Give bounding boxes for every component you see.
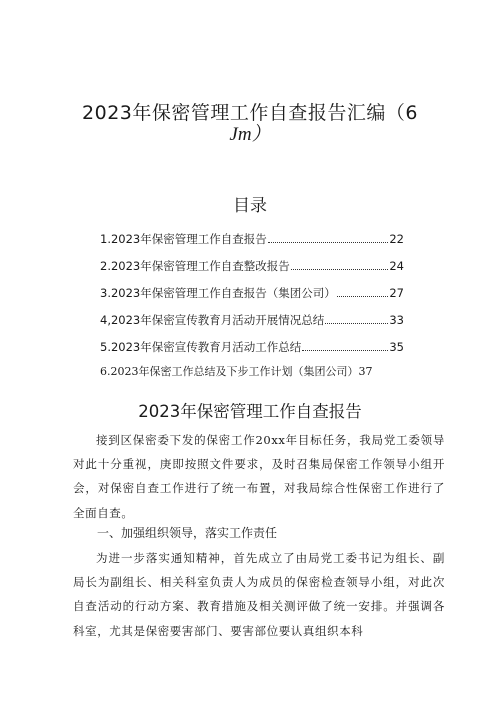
toc-leader-dots	[268, 233, 389, 243]
toc-item-title: 6.2023年保密工作总结及下步工作计划（集团公司）	[100, 365, 359, 378]
section-heading: 一、加强组织领导，落实工作责任	[97, 526, 278, 540]
toc-item-title: 1.2023年保密管理工作自查报告	[100, 232, 267, 246]
toc-item-page: 35	[389, 340, 404, 354]
body-paragraph: 接到区保密委下发的保密工作20xx年目标任务，我局党工委领导对此十分重视，庚即按照文件要求，及时召集局保密工作领导小组开会，对保密自查工作进行了统一布置，对我局综合性保密工作进行了全面自查。	[73, 433, 445, 520]
toc-leader-dots	[337, 287, 389, 297]
toc-item-page: 37	[358, 365, 373, 378]
toc-item[interactable]	[100, 363, 404, 381]
toc-item[interactable]	[100, 285, 404, 303]
toc-leader-dots	[302, 341, 388, 351]
toc-item-page: 24	[389, 259, 404, 273]
document-title: 2023年保密管理工作自查报告汇编（6	[82, 102, 418, 124]
toc-item[interactable]	[100, 312, 404, 330]
toc-item-title: 3.2023年保密管理工作自查报告（集团公司）	[100, 286, 336, 300]
toc-leader-dots	[291, 260, 389, 270]
toc-item[interactable]	[100, 339, 404, 357]
toc-item-page: 33	[389, 313, 404, 327]
toc-heading: 目录	[233, 196, 267, 216]
toc-item[interactable]	[100, 231, 404, 249]
toc-item-title: 4,2023年保密宣传教育月活动开展情况总结	[100, 313, 325, 327]
toc-item-page: 27	[389, 286, 404, 300]
toc-item[interactable]	[100, 258, 404, 276]
toc-leader-dots	[325, 314, 388, 324]
body-paragraph: 为进一步落实通知精神，首先成立了由局党工委书记为组长、副局长为副组长、相关科室负责人为成员的保密检查领导小组，对此次自查活动的行动方案、教育措施及相关测评做了统一安排。并强调各科室，尤其是保密要害部门、要害部位要认真组织本科	[73, 551, 445, 638]
document-title-continued: Jm）	[229, 124, 271, 145]
toc-item-page: 22	[389, 232, 404, 246]
section-title: 2023年保密管理工作自查报告	[138, 402, 362, 421]
toc-item-title: 5.2023年保密宣传教育月活动工作总结	[100, 340, 302, 354]
toc-item-title: 2.2023年保密管理工作自查整改报告	[100, 259, 290, 273]
